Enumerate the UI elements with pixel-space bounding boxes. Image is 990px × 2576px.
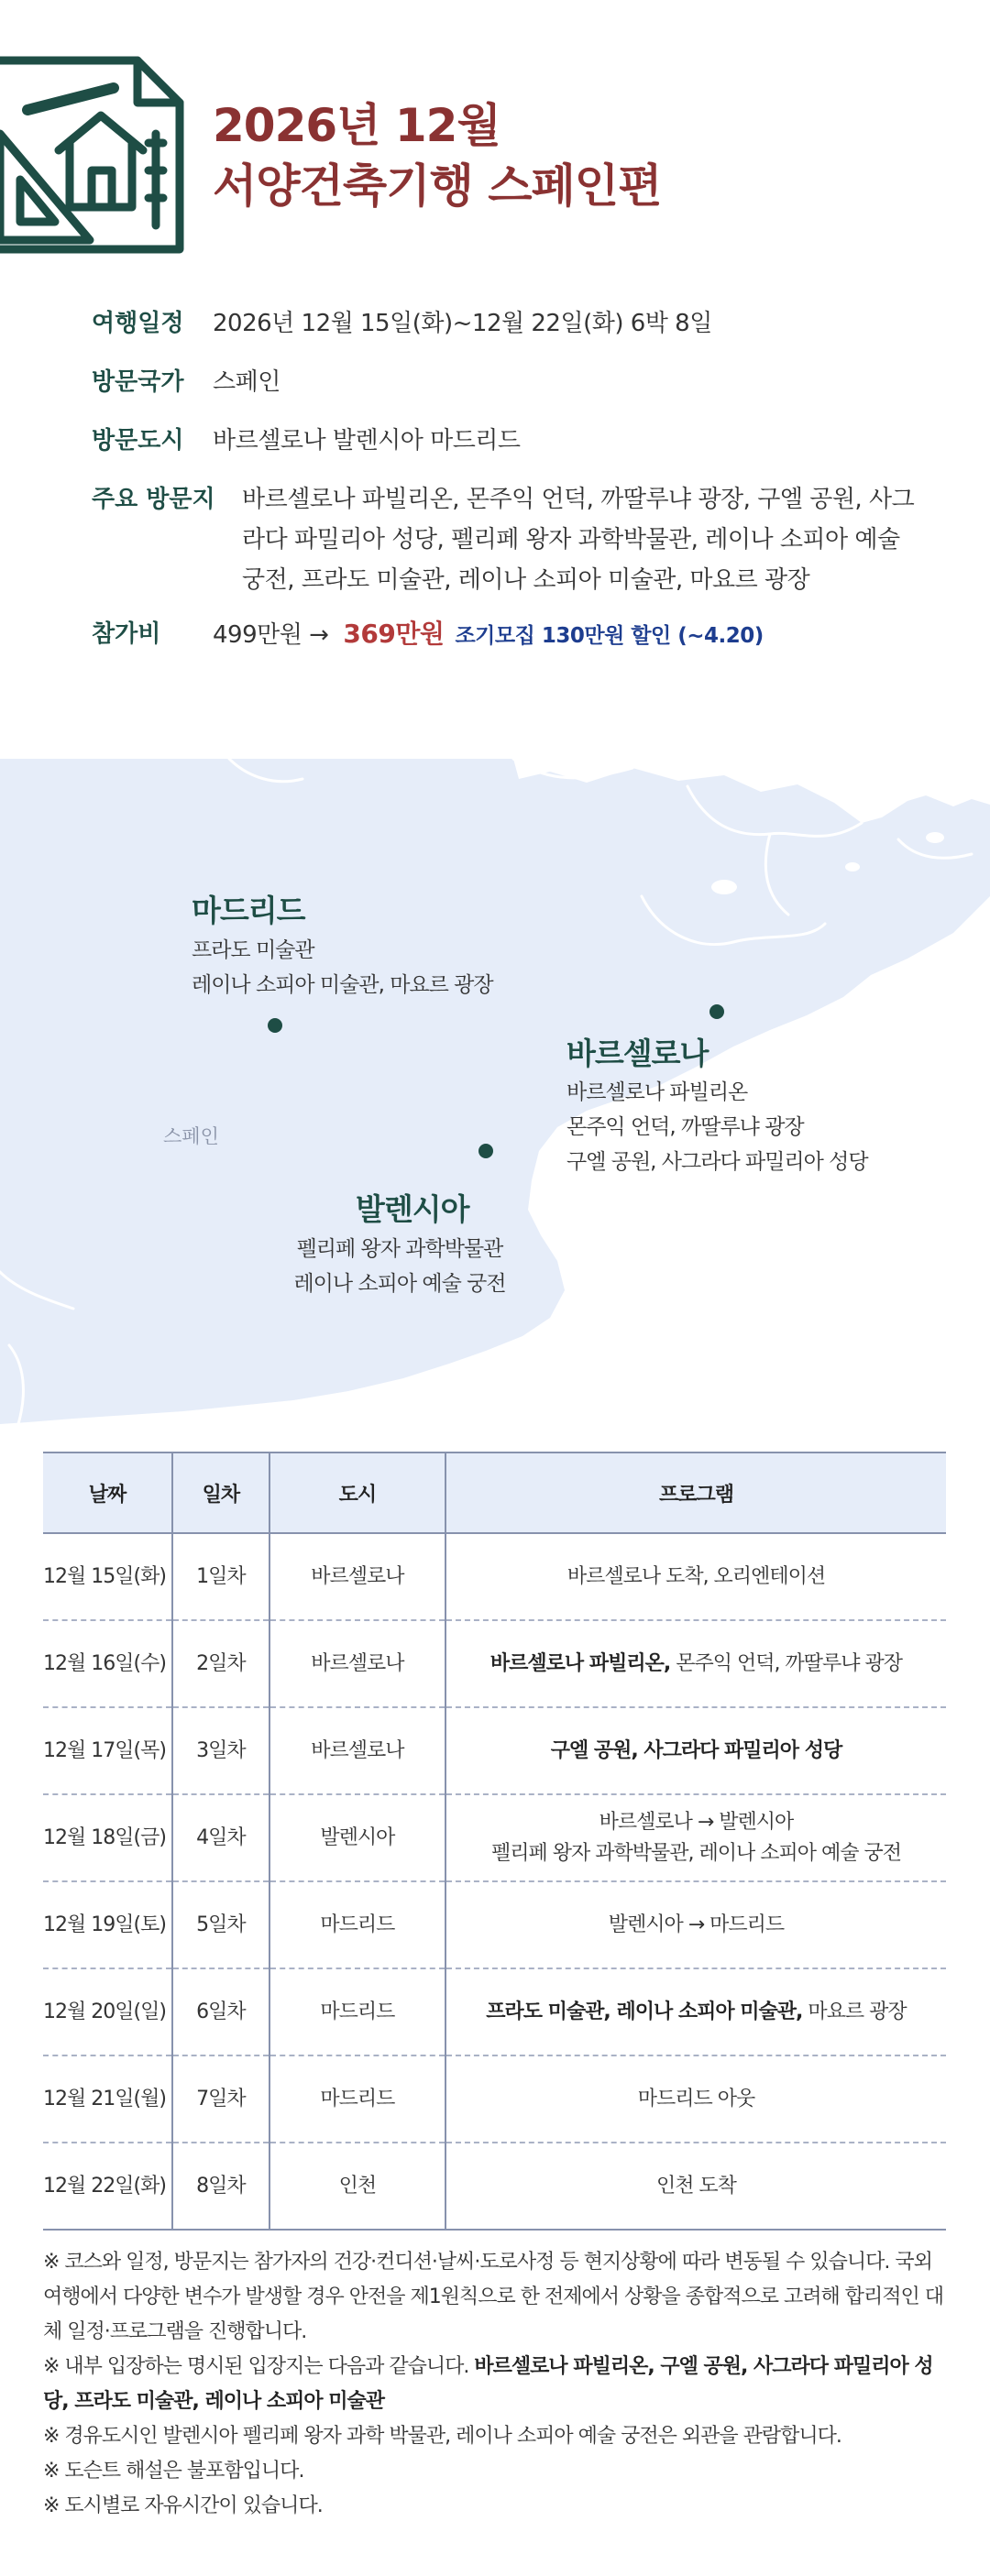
row-program: [446, 1881, 946, 1968]
row-program: [446, 1533, 946, 1620]
barcelona-sights: [566, 1075, 868, 1179]
note-5: ※ 도시별로 자유시간이 있습니다.: [43, 2494, 323, 2517]
fee-new: 369만원: [343, 619, 445, 649]
row-date: 12월 19일(토): [43, 1881, 172, 1968]
row-city: 마드리드: [270, 1881, 446, 1968]
valencia-sight-2: 레이나 소피아 예술 궁전: [293, 1272, 506, 1296]
barcelona-sight-3: 구엘 공원, 사그라다 파밀리아 성당: [566, 1150, 868, 1174]
barcelona-sight-2: 몬주익 언덕, 까딸루냐 광장: [566, 1115, 804, 1139]
schedule-label: 여행일정: [92, 310, 184, 337]
row-program: [446, 1707, 946, 1794]
row-city: 마드리드: [270, 2055, 446, 2143]
header-city: 도시: [270, 1452, 446, 1533]
note-4: ※ 도슨트 해설은 불포함입니다.: [43, 2460, 304, 2483]
row-day: 3일차: [172, 1707, 270, 1794]
row-date: 12월 20일(일): [43, 1968, 172, 2055]
barcelona-sight-1: 바르셀로나 파빌리온: [566, 1080, 748, 1104]
note-2: [43, 2350, 946, 2419]
row-program: [446, 1620, 946, 1707]
info-row-fee: [92, 609, 917, 661]
info-row-cities: [92, 416, 917, 466]
row-date: 12월 17일(목): [43, 1707, 172, 1794]
fee-old: 499만원 →: [213, 621, 329, 649]
table-row: [43, 1794, 946, 1881]
madrid-sight-2: 레이나 소피아 미술관, 마요르 광장: [192, 973, 493, 997]
row-date: 12월 22일(화): [43, 2143, 172, 2230]
note-2-highlight: 바르셀로나 파빌리온, 구엘 공원, 사그라다 파밀리아 성당, 프라도 미술관, 레이나 소피아 미술관: [43, 2355, 933, 2413]
sights-value: 바르셀로나 파빌리온, 몬주익 언덕, 까딸루냐 광장, 구엘 공원, 사그라다 파밀리아 성당, 펠리페 왕자 과학박물관, 레이나 소피아 예술 궁전, 프라도 미술관, 레이나 소피아 미술관, 마요르 광장: [242, 486, 915, 594]
row-date: 12월 15일(화): [43, 1533, 172, 1620]
row-day: 5일차: [172, 1881, 270, 1968]
row-date: 12월 18일(금): [43, 1794, 172, 1881]
header-date: 날짜: [43, 1452, 172, 1533]
barcelona-marker: [710, 1004, 724, 1019]
row-date: 12월 21일(월): [43, 2055, 172, 2143]
madrid-name: 마드리드: [192, 893, 305, 928]
itinerary-table: [43, 1452, 946, 2231]
title-line-1: 2026년 12월: [213, 99, 500, 152]
cities-value: 바르셀로나 발렌시아 마드리드: [213, 427, 521, 455]
table-row: [43, 1881, 946, 1968]
row-city: 마드리드: [270, 1968, 446, 2055]
route-map: [0, 759, 990, 1428]
valencia-name: 발렌시아: [356, 1191, 469, 1227]
page-title: [213, 95, 661, 216]
table-row: [43, 1533, 946, 1620]
row-day: 7일차: [172, 2055, 270, 2143]
row-day: 6일차: [172, 1968, 270, 2055]
program-text: 몬주익 언덕, 까딸루냐 광장: [670, 1651, 902, 1675]
row-program: [446, 2143, 946, 2230]
note-1: ※ 코스와 일정, 방문지는 참가자의 건강·컨디션·날씨·도로사정 등 현지상황에 따라 변동될 수 있습니다. 국외여행에서 다양한 변수가 발생할 경우 안전을 제1원칙으로 한 전제에서 상황을 종합적으로 고려해 합리적인 대체 일정·프로그램을 진행합니다.: [43, 2251, 943, 2343]
table-row: [43, 1968, 946, 2055]
program-highlight: 구엘 공원, 사그라다 파밀리아 성당: [550, 1738, 842, 1762]
program-highlight: 프라도 미술관, 레이나 소피아 미술관,: [486, 2000, 803, 2023]
table-header-row: [43, 1452, 946, 1533]
table-row: [43, 1620, 946, 1707]
program-text: 마요르 광장: [802, 2000, 907, 2023]
architecture-plan-icon: [0, 51, 192, 257]
info-row-schedule: [92, 299, 917, 348]
madrid-sight-1: 프라도 미술관: [192, 938, 314, 962]
fee-discount-note: 조기모집 130만원 할인 (~4.20): [455, 624, 764, 648]
valencia-sight-1: 펠리페 왕자 과학박물관: [296, 1237, 503, 1261]
row-city: 바르셀로나: [270, 1533, 446, 1620]
row-city: 발렌시아: [270, 1794, 446, 1881]
row-city: 바르셀로나: [270, 1620, 446, 1707]
valencia-marker: [478, 1144, 493, 1158]
map-country-label: 스페인: [163, 1125, 219, 1147]
table-row: [43, 2143, 946, 2230]
info-row-sights: [92, 475, 917, 600]
note-3: ※ 경유도시인 발렌시아 펠리페 왕자 과학 박물관, 레이나 소피아 예술 궁전은 외관을 관람합니다.: [43, 2425, 842, 2448]
program-text: 인천 도착: [655, 2174, 736, 2198]
info-row-country: [92, 357, 917, 407]
table-row: [43, 1707, 946, 1794]
program-highlight: 바르셀로나 파빌리온,: [490, 1651, 671, 1675]
row-day: 4일차: [172, 1794, 270, 1881]
notes: [43, 2245, 946, 2524]
row-program: [446, 1794, 946, 1881]
sights-label: 주요 방문지: [92, 486, 215, 513]
row-day: 1일차: [172, 1533, 270, 1620]
fee-label: 참가비: [92, 620, 161, 648]
program-text: 바르셀로나 도착, 오리엔테이션: [566, 1564, 826, 1588]
note-2-text: ※ 내부 입장하는 명시된 입장지는 다음과 같습니다.: [43, 2355, 475, 2378]
table-row: [43, 2055, 946, 2143]
program-text: 마드리드 아웃: [637, 2087, 755, 2110]
row-day: 8일차: [172, 2143, 270, 2230]
row-program: [446, 1968, 946, 2055]
row-date: 12월 16일(수): [43, 1620, 172, 1707]
trip-info: [92, 299, 917, 661]
barcelona-name: 바르셀로나: [566, 1036, 709, 1071]
program-line-1: 바르셀로나 → 발렌시아: [599, 1810, 794, 1834]
country-value: 스페인: [213, 368, 280, 396]
header-program: 프로그램: [446, 1452, 946, 1533]
madrid-marker: [268, 1018, 282, 1033]
row-day: 2일차: [172, 1620, 270, 1707]
madrid-sights: [192, 933, 493, 1003]
header-day: 일차: [172, 1452, 270, 1533]
program-text: 발렌시아 → 마드리드: [608, 1913, 785, 1936]
row-city: 인천: [270, 2143, 446, 2230]
cities-label: 방문도시: [92, 427, 184, 455]
schedule-value: 2026년 12월 15일(화)~12월 22일(화) 6박 8일: [213, 310, 712, 337]
title-line-2: 서양건축기행 스페인편: [213, 159, 662, 213]
country-label: 방문국가: [92, 368, 184, 396]
program-line-2: 펠리페 왕자 과학박물관, 레이나 소피아 예술 궁전: [490, 1841, 901, 1865]
row-city: 바르셀로나: [270, 1707, 446, 1794]
valencia-sights: [248, 1232, 552, 1301]
row-program: [446, 2055, 946, 2143]
fee-value: [213, 609, 764, 661]
